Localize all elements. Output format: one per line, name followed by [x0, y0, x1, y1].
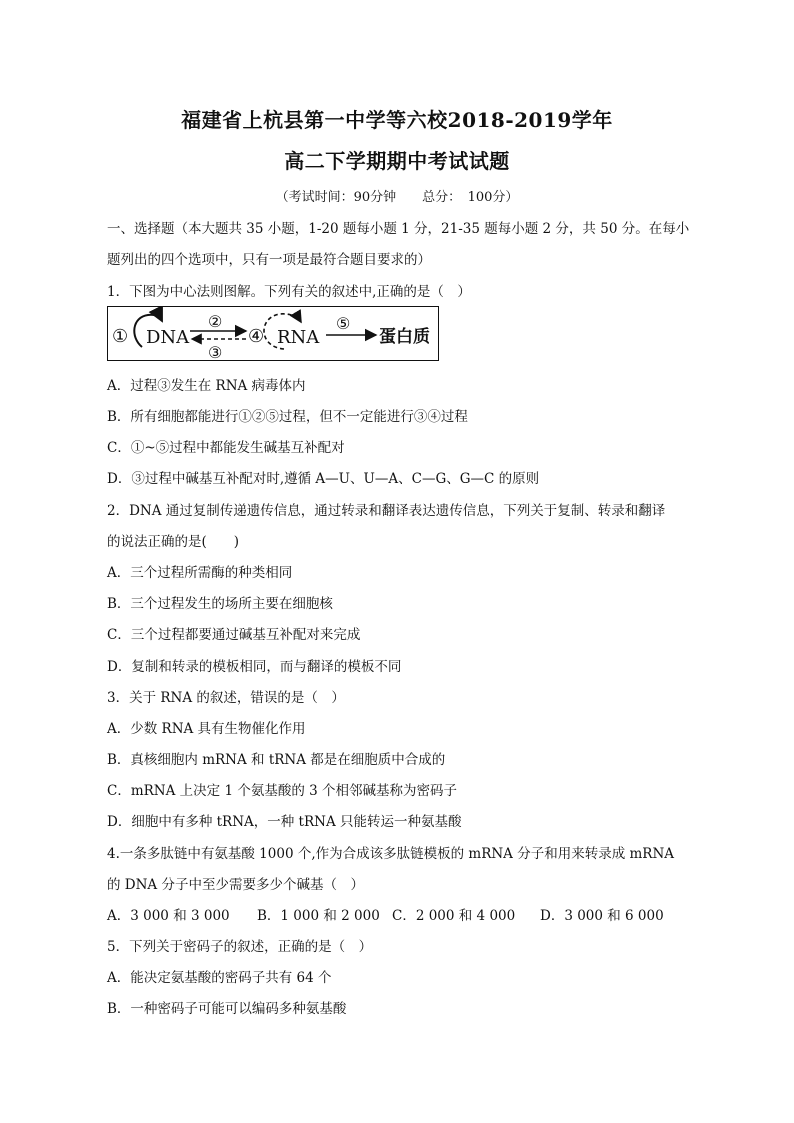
question-1-option-c: C．①~⑤过程中都能发生碱基互补配对 [107, 440, 345, 456]
question-4-option-c: C．2 000 和 4 000 [392, 908, 516, 924]
question-5-option-a: A．能决定氨基酸的密码子共有 64 个 [107, 970, 332, 986]
diagram-label-2: ② [208, 312, 223, 331]
diagram-label-1: ① [112, 326, 129, 347]
question-3-option-a: A．少数 RNA 具有生物催化作用 [107, 721, 306, 737]
question-2-option-b: B．三个过程发生的场所主要在细胞核 [107, 596, 333, 612]
diagram-label-4: ④ [248, 326, 265, 347]
question-4-option-b: B．1 000 和 2 000 [257, 908, 380, 924]
question-3-stem: 3．关于 RNA 的叙述，错误的是（ ） [107, 690, 345, 706]
diagram-label-5: ⑤ [336, 314, 351, 333]
question-1-option-a: A．过程③发生在 RNA 病毒体内 [107, 378, 306, 394]
question-4-option-a: A．3 000 和 3 000 [107, 908, 230, 924]
question-3-option-c: C．mRNA 上决定 1 个氨基酸的 3 个相邻碱基称为密码子 [107, 783, 457, 799]
question-5-stem: 5．下列关于密码子的叙述，正确的是（ ） [107, 939, 373, 955]
question-3-option-d: D．细胞中有多种 tRNA，一种 tRNA 只能转运一种氨基酸 [107, 814, 462, 830]
question-2-stem-line2: 的说法正确的是( ) [107, 534, 240, 550]
diagram-label-3: ③ [208, 343, 223, 362]
question-2-option-a: A．三个过程所需酶的种类相同 [107, 565, 293, 581]
question-1-stem: 1．下图为中心法则图解。下列有关的叙述中,正确的是（ ） [107, 284, 471, 300]
exam-info: （考试时间：90分钟 总分： 100分） [275, 190, 519, 205]
diagram-dna: DNA [146, 327, 190, 348]
question-2-option-d: D．复制和转录的模板相同，而与翻译的模板不同 [107, 659, 402, 675]
question-4-stem-line2: 的 DNA 分子中至少需要多少个碱基（ ） [107, 877, 364, 893]
central-dogma-figure [108, 307, 440, 362]
diagram-rna: RNA [277, 327, 320, 348]
diagram-protein: 蛋白质 [379, 327, 430, 347]
question-4-option-d: D．3 000 和 6 000 [540, 908, 664, 924]
central-dogma-diagram [107, 306, 439, 361]
question-4-stem-line1: 4.一条多肽链中有氨基酸 1000 个,作为合成该多肽链模板的 mRNA 分子和用来转录成 mRNA [107, 846, 675, 862]
question-2-option-c: C．三个过程都要通过碱基互补配对来完成 [107, 627, 361, 643]
question-3-option-b: B．真核细胞内 mRNA 和 tRNA 都是在细胞质中合成的 [107, 752, 446, 768]
exam-title-line2: 高二下学期期中考试试题 [284, 149, 510, 173]
section-heading-line2: 题列出的四个选项中，只有一项是最符合题目要求的） [107, 252, 431, 268]
question-2-stem-line1: 2．DNA 通过复制传递遗传信息，通过转录和翻译表达遗传信息，下列关于复制、转录和翻译 [107, 503, 666, 519]
question-5-option-b: B．一种密码子可能可以编码多种氨基酸 [107, 1001, 347, 1017]
exam-title-line1: 福建省上杭县第一中学等六校2018-2019学年 [181, 108, 613, 132]
question-1-option-d: D．③过程中碱基互补配对时,遵循 A—U、U—A、C—G、G—C 的原则 [107, 471, 540, 487]
section-heading-line1: 一、选择题（本大题共 35 小题，1-20 题每小题 1 分，21-35 题每小题 2 分，共 50 分。在每小 [107, 221, 690, 237]
question-1-option-b: B．所有细胞都能进行①②⑤过程，但不一定能进行③④过程 [107, 409, 468, 425]
